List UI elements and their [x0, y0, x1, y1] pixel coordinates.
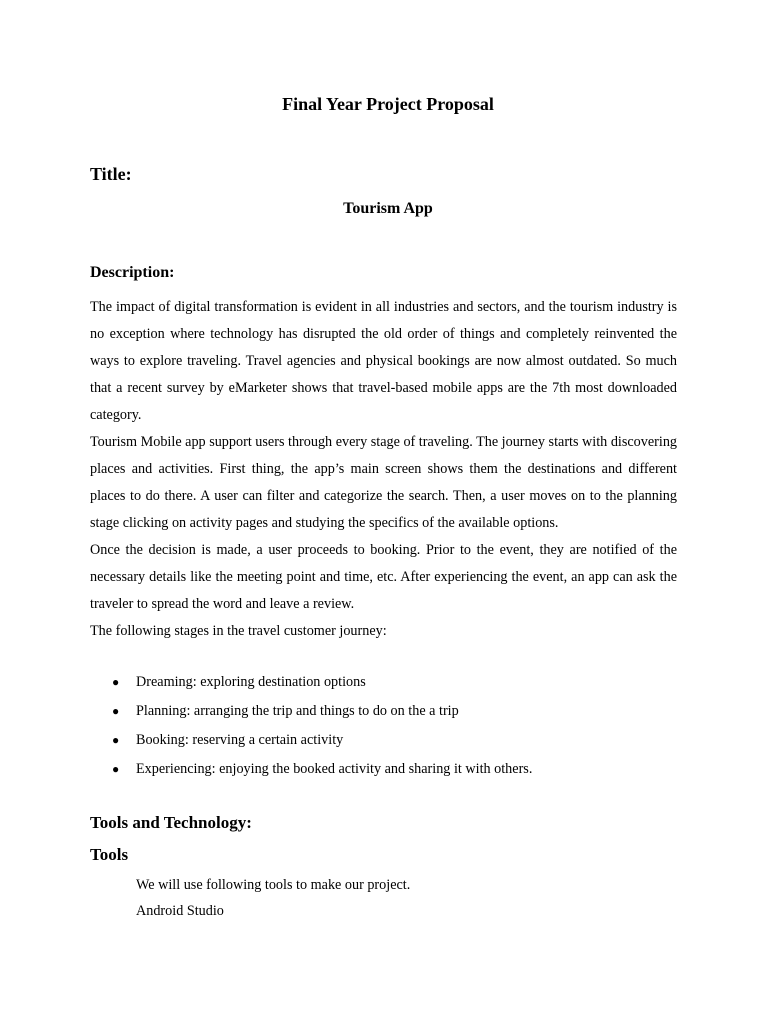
list-item	[90, 726, 677, 755]
stage-text: Experiencing: enjoying the booked activity and sharing it with others.	[136, 761, 533, 777]
list-item	[90, 668, 677, 697]
bullet-icon: ●	[112, 733, 120, 747]
list-item	[90, 755, 677, 784]
stage-text: Dreaming: exploring destination options	[136, 674, 366, 690]
bullet-icon: ●	[112, 762, 120, 776]
tools-heading: Tools	[90, 845, 129, 864]
tools-technology-heading: Tools and Technology:	[90, 813, 252, 832]
description-body	[90, 294, 677, 645]
stages-intro: The following stages in the travel customer journey:	[90, 623, 387, 639]
project-name: Tourism App	[343, 200, 433, 217]
title-heading: Title:	[90, 164, 132, 184]
description-heading: Description:	[90, 264, 175, 281]
tools-item: Android Studio	[136, 903, 224, 919]
stage-text: Booking: reserving a certain activity	[136, 732, 344, 748]
description-paragraph: Tourism Mobile app support users through every stage of traveling. The journey starts with discovering places and activities. First thing, the app’s main screen shows them the destinations and different places to do there. A user can filter and categorize the search. Then, a user moves on to the planning stage clicking on activity pages and studying the specifics of the available options.	[90, 434, 678, 531]
stage-list	[90, 668, 677, 784]
stage-text: Planning: arranging the trip and things to do on the a trip	[136, 703, 459, 719]
tools-intro: We will use following tools to make our project.	[136, 877, 411, 893]
description-paragraph: Once the decision is made, a user proceeds to booking. Prior to the event, they are notified of the necessary details like the meeting point and time, etc. After experiencing the event, an app can ask the traveler to spread the word and leave a review.	[90, 542, 677, 612]
document-title: Final Year Project Proposal	[282, 94, 494, 114]
list-item	[90, 697, 677, 726]
bullet-icon: ●	[112, 675, 120, 689]
bullet-icon: ●	[112, 704, 120, 718]
description-paragraph: The impact of digital transformation is evident in all industries and sectors, and the tourism industry is no exception where technology has disrupted the old order of things and completely reinvented the ways to explore traveling. Travel agencies and physical bookings are now almost outdated. So much that a recent survey by eMarketer shows that travel-based mobile apps are the 7th most downloaded category.	[90, 299, 677, 423]
